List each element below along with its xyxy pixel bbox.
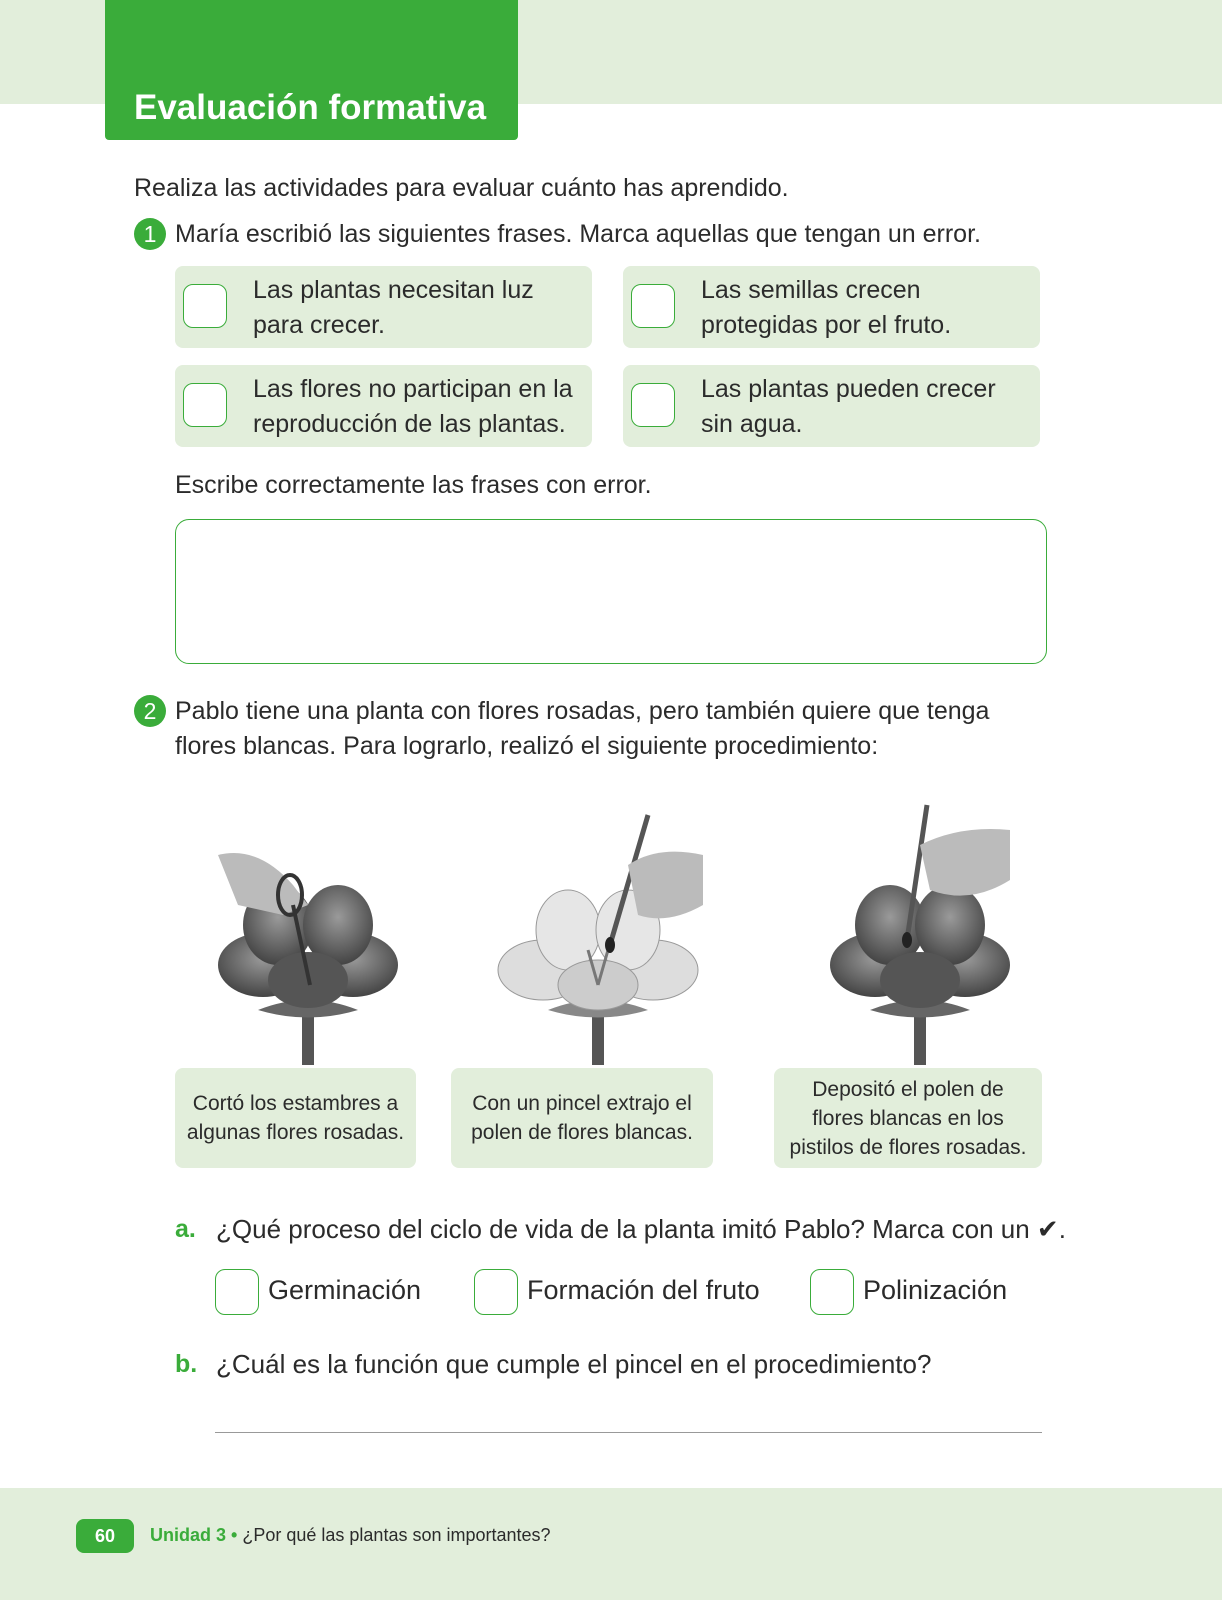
option-checkbox[interactable] bbox=[183, 284, 227, 328]
step-caption: Con un pincel extrajo el polen de flores blancas. bbox=[451, 1068, 713, 1168]
checkbox-germinacion[interactable] bbox=[215, 1269, 259, 1315]
option-card bbox=[175, 365, 592, 447]
checkbox-formacion-fruto[interactable] bbox=[474, 1269, 518, 1315]
subquestion-b-text: ¿Cuál es la función que cumple el pincel en el procedimiento? bbox=[216, 1349, 932, 1379]
rewrite-prompt: Escribe correctamente las frases con error. bbox=[175, 471, 652, 499]
intro-text: Realiza las actividades para evaluar cuánto has aprendido. bbox=[134, 174, 789, 202]
section-title: Evaluación formativa bbox=[134, 88, 487, 127]
option-card bbox=[175, 266, 592, 348]
footer-text bbox=[150, 1525, 551, 1546]
option-checkbox[interactable] bbox=[631, 284, 675, 328]
option-card bbox=[623, 365, 1040, 447]
white-flower-brush-illustration bbox=[488, 795, 708, 1065]
option-text: Las plantas necesitan luz para crecer. bbox=[253, 276, 534, 339]
question-2-text: Pablo tiene una planta con flores rosadas, pero también quiere que tenga flores blancas. Para lograrlo, realizó el siguiente procedimiento: bbox=[175, 697, 990, 760]
subquestion-b-letter: b. bbox=[175, 1350, 198, 1378]
subquestion-a-letter: a. bbox=[175, 1215, 196, 1243]
answer-box[interactable] bbox=[175, 519, 1047, 664]
option-checkbox[interactable] bbox=[183, 383, 227, 427]
option-card bbox=[623, 266, 1040, 348]
subquestion-a-text: ¿Qué proceso del ciclo de vida de la planta imitó Pablo? Marca con un ✔. bbox=[216, 1214, 1066, 1244]
question-2-number: 2 bbox=[134, 695, 166, 727]
option-text: Las flores no participan en la reproducción de las plantas. bbox=[253, 375, 573, 438]
question-1-text: María escribió las siguientes frases. Marca aquellas que tengan un error. bbox=[175, 220, 981, 248]
step-caption: Cortó los estambres a algunas flores rosadas. bbox=[175, 1068, 416, 1168]
section-title-tab bbox=[105, 0, 518, 140]
option-checkbox[interactable] bbox=[631, 383, 675, 427]
answer-line[interactable] bbox=[215, 1432, 1042, 1433]
option-text: Las plantas pueden crecer sin agua. bbox=[701, 375, 996, 438]
step-caption: Depositó el polen de flores blancas en los pistilos de flores rosadas. bbox=[774, 1068, 1042, 1168]
choice-formacion-fruto: Formación del fruto bbox=[527, 1275, 760, 1305]
unit-label: Unidad 3 bbox=[150, 1525, 227, 1545]
checkbox-polinizacion[interactable] bbox=[810, 1269, 854, 1315]
choice-polinizacion: Polinización bbox=[863, 1275, 1008, 1305]
page-number: 60 bbox=[76, 1519, 134, 1553]
question-1-number: 1 bbox=[134, 218, 166, 250]
unit-topic: ¿Por qué las plantas son importantes? bbox=[242, 1525, 551, 1545]
option-text: Las semillas crecen protegidas por el fruto. bbox=[701, 276, 952, 339]
flower-brush-pollinating-illustration bbox=[810, 795, 1030, 1065]
bullet-separator: • bbox=[231, 1525, 238, 1545]
flower-scissors-illustration bbox=[198, 795, 418, 1065]
choice-germinacion: Germinación bbox=[268, 1275, 422, 1305]
